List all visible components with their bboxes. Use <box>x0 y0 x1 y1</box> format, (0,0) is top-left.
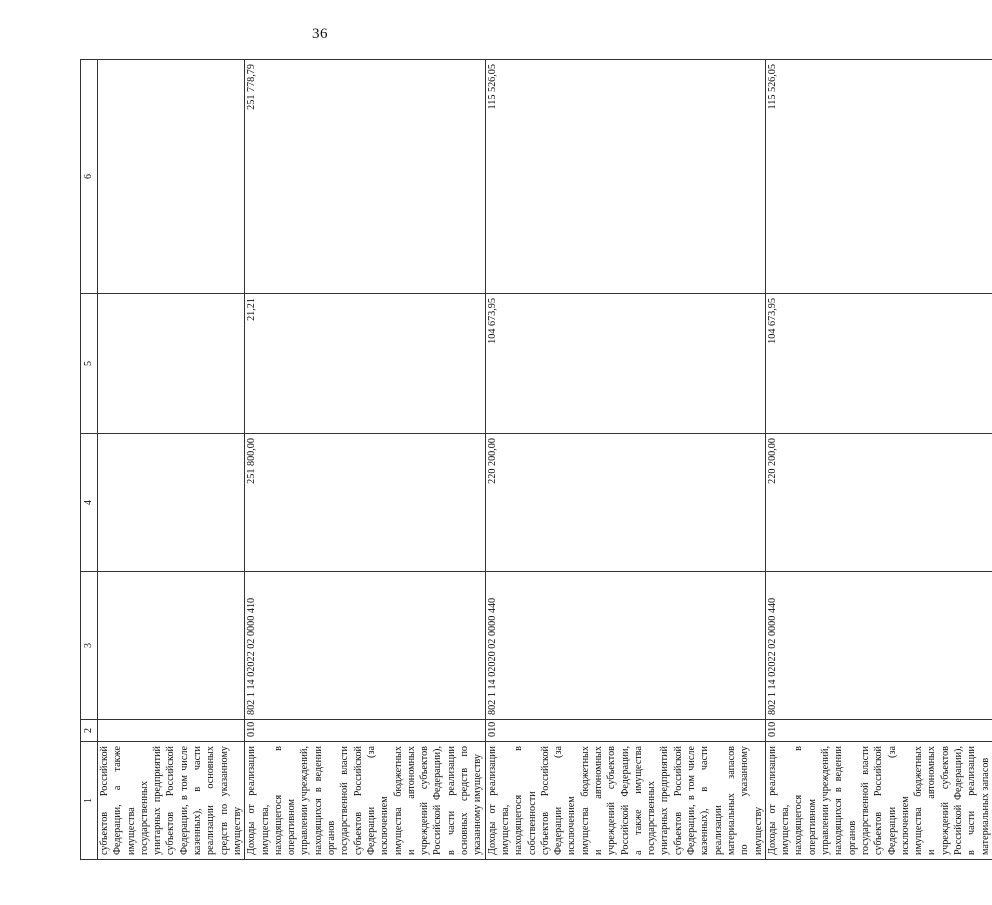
row-code <box>98 572 245 720</box>
column-header: 5 <box>81 294 98 434</box>
row-deviation: 251 778,79 <box>245 60 485 294</box>
column-header: 2 <box>81 720 98 742</box>
row-fact <box>98 294 245 434</box>
row-name: Доходы от реализации имущества, находящегося в собственности субъектов Российской Федерации (за исключением имущества бюджетных и автономных учреждений субъектов Российской Федерации, а также имущества государственных унитарных предприятий субъектов Российской Федерации, в том числе казенных), в части реализации материальных запасов по указанному имуществу <box>485 742 765 860</box>
row-plan <box>98 434 245 572</box>
column-header: 3 <box>81 572 98 720</box>
table-row <box>765 60 992 860</box>
row-fact: 21,21 <box>245 294 485 434</box>
row-fact: 104 673,95 <box>765 294 992 434</box>
row-admin: 010 <box>765 720 992 742</box>
row-deviation: 115 526,05 <box>485 60 765 294</box>
rotated-table-container <box>80 60 991 860</box>
header-row <box>81 60 98 860</box>
row-code: 802 1 14 02020 02 0000 440 <box>485 572 765 720</box>
row-code: 802 1 14 02022 02 0000 440 <box>765 572 992 720</box>
row-fact: 104 673,95 <box>485 294 765 434</box>
table-row <box>485 60 765 860</box>
row-name: Доходы от реализации имущества, находящегося в оперативном управлении учреждений, находящихся в ведении органов государственной власти субъектов Российской Федерации (за исключением имущества бюджетных и автономных учреждений субъектов Российской Федерации), в части реализации основных средств по указанному имуществу <box>245 742 485 860</box>
table-row <box>245 60 485 860</box>
row-plan: 220 200,00 <box>485 434 765 572</box>
income-table <box>80 59 992 860</box>
row-admin: 010 <box>245 720 485 742</box>
page-number: 36 <box>312 26 328 42</box>
table-row <box>98 60 245 860</box>
row-admin: 010 <box>485 720 765 742</box>
row-name: субъектов Российской Федерации, а также имущества государственных унитарных предприятий субъектов Российской Федерации, в том числе казенных), в части реализации основных средств по указанному имуществу <box>98 742 245 860</box>
row-code: 802 1 14 02022 02 0000 410 <box>245 572 485 720</box>
row-plan: 220 200,00 <box>765 434 992 572</box>
row-name: Доходы от реализации имущества, находящегося в оперативном управлении учреждений, находящихся в ведении органов государственной власти субъектов Российской Федерации (за исключением имущества бюджетных и автономных учреждений субъектов Российской Федерации), в части реализации материальных запасов <box>765 742 992 860</box>
column-header: 6 <box>81 60 98 294</box>
column-header: 1 <box>81 742 98 860</box>
row-deviation: 115 526,05 <box>765 60 992 294</box>
row-deviation <box>98 60 245 294</box>
column-header: 4 <box>81 434 98 572</box>
row-admin <box>98 720 245 742</box>
row-plan: 251 800,00 <box>245 434 485 572</box>
